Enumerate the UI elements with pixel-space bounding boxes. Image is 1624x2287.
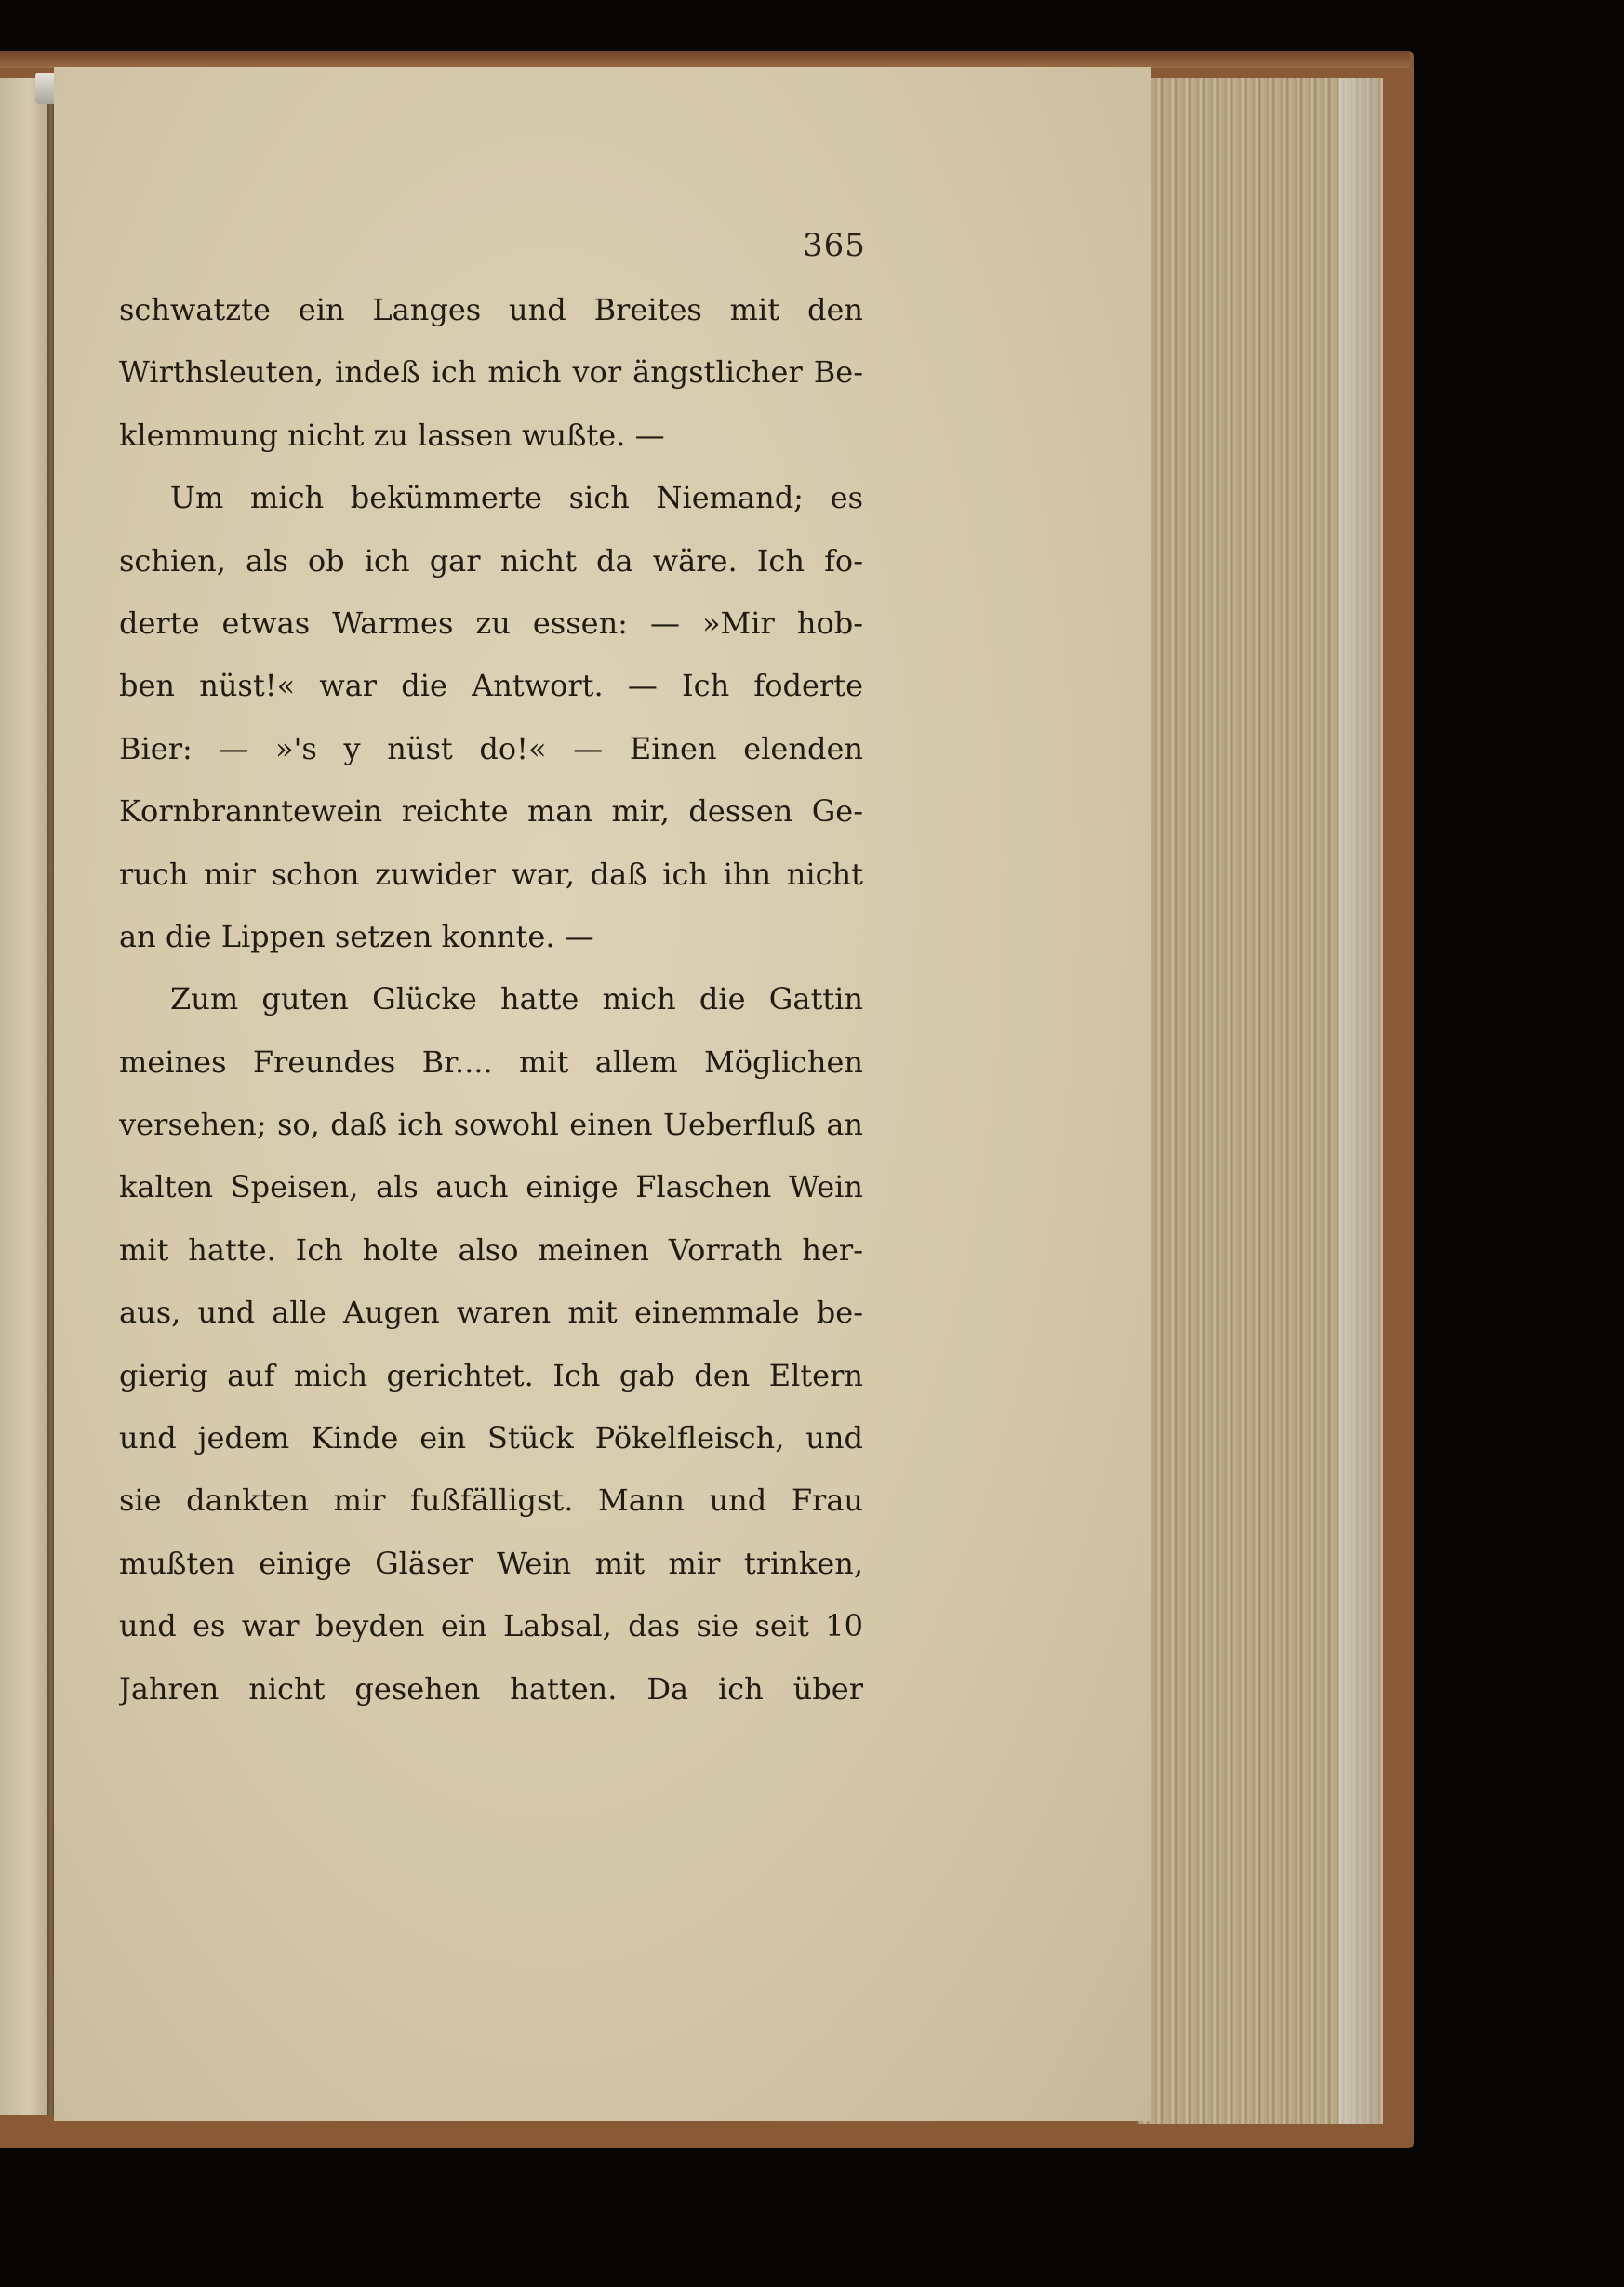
body-text — [119, 279, 863, 1721]
text-line: und es war beyden ein Labsal, das sie seit 10 — [119, 1608, 863, 1644]
text-line: Bier: — »'s y nüst do!« — Einen elenden — [119, 730, 863, 766]
text-line: und jedem Kinde ein Stück Pökelfleisch, und — [119, 1420, 863, 1456]
text-line: Jahren nicht gesehen hatten. Da ich über — [119, 1670, 863, 1707]
text-line: Wirthsleuten, indeß ich mich vor ängstlicher Be- — [119, 354, 863, 391]
text-line: versehen; so, daß ich sowohl einen Ueberfluß an — [119, 1107, 863, 1143]
text-line: klemmung nicht zu lassen wußte. — — [119, 417, 665, 453]
text-line: kalten Speisen, als auch einige Flaschen Wein — [119, 1169, 863, 1205]
text-line: Um mich bekümmerte sich Niemand; es — [170, 480, 863, 516]
text-line: Kornbranntewein reichte man mir, dessen Ge- — [119, 793, 863, 830]
text-line: gierig auf mich gerichtet. Ich gab den Eltern — [119, 1357, 863, 1393]
previous-page-edge — [0, 78, 52, 2115]
text-line: an die Lippen setzen konnte. — — [119, 918, 594, 954]
text-line: ruch mir schon zuwider war, daß ich ihn nicht — [119, 856, 863, 892]
text-line: derte etwas Warmes zu essen: — »Mir hob- — [119, 605, 863, 641]
text-line: schien, als ob ich gar nicht da wäre. Ich fo- — [119, 542, 863, 578]
text-line: aus, und alle Augen waren mit einemmale be- — [119, 1295, 863, 1331]
text-line: meines Freundes Br.... mit allem Möglichen — [119, 1044, 863, 1080]
text-line: schwatzte ein Langes und Breites mit den — [119, 292, 863, 327]
text-line: mußten einige Gläser Wein mit mir trinken, — [119, 1545, 863, 1581]
page-number: 365 — [803, 227, 866, 264]
text-line: Zum guten Glücke hatte mich die Gattin — [170, 981, 863, 1017]
cover-top-edge — [0, 51, 1409, 68]
text-line: mit hatte. Ich holte also meinen Vorrath her- — [119, 1231, 863, 1268]
text-line: ben nüst!« war die Antwort. — Ich foderte — [119, 668, 863, 704]
page-block-edge-highlight — [1339, 78, 1377, 2124]
text-line: sie dankten mir fußfälligst. Mann und Frau — [119, 1483, 863, 1519]
